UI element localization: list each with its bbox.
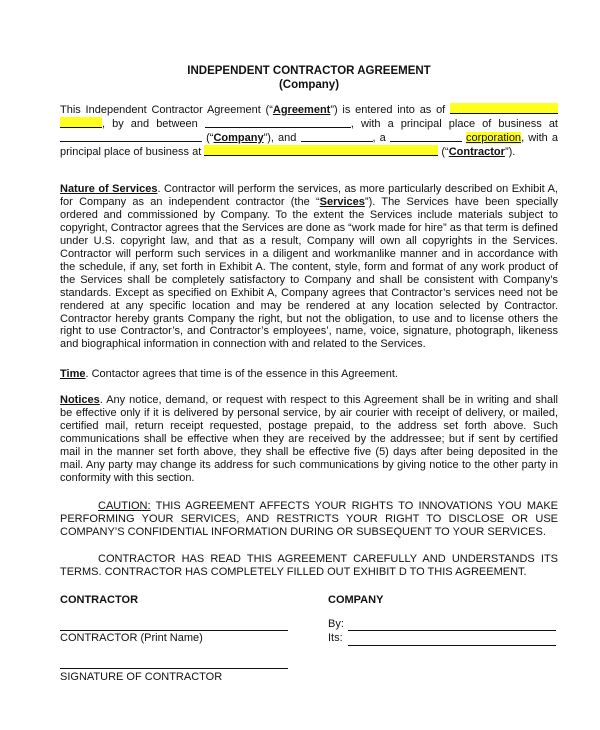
effective-date-field[interactable] xyxy=(450,103,558,114)
company-signature-heading: COMPANY xyxy=(328,594,384,606)
company-name-field[interactable] xyxy=(205,117,351,128)
notices-text: . Any notice, demand, or request with respect to this Agreement shall be in writing and shall be effective only if it is delivered by personal service, by air courier with receipt of delivery, or mailed, certified mail, return receipt requested, postage prepaid, to the address set forth above. Such communications shall be effective when they are received by the addressee; but if sent by certified mail in the manner set forth above, they shall be effective five (5) days after being deposited in the mail. Any party may change its address for such communications by giving notice to the other party in conformity with this section. xyxy=(60,394,558,484)
caution-paragraph xyxy=(60,500,558,539)
acknowledgment-paragraph: CONTRACTOR HAS READ THIS AGREEMENT CAREFULLY AND UNDERSTANDS ITS TERMS. CONTRACTOR HAS COMPLETELY FILLED OUT EXHIBIT D TO THIS AGREEMENT. xyxy=(60,553,558,578)
caution-label: CAUTION: xyxy=(98,500,151,512)
by-label: By: xyxy=(328,618,344,630)
effective-year-field[interactable] xyxy=(60,117,102,128)
intro-text: , with a principal place of business at xyxy=(60,131,558,158)
title-line-1: INDEPENDENT CONTRACTOR AGREEMENT xyxy=(187,65,431,77)
intro-text: This Independent Contractor Agreement (“ xyxy=(60,104,273,116)
time-heading: Time xyxy=(60,368,86,380)
services-text: . Contractor will perform the services, as more particularly described on Exhibit A, for Company as an independent contractor (the “ xyxy=(60,183,558,208)
services-paragraph xyxy=(60,183,558,351)
services-text: ”). The Services have been specially ordered and commissioned by Company. To the extent the Services include materials subject to copyright, Contractor agrees that the Services are done as “work made for hire” as that term is defined under U.S. copyright law, and that as a result, Company will own all copyrights in the Services. Contractor will perform such services in a diligent and workmanlike manner and in accordance with the schedule, if any, set forth in Exhibit A. The content, style, form and format of any work product of the Services shall be completely satisfactory to Company and shall be consistent with Company’s standards. Except as specified on Exhibit A, Company agrees that Contractor’s services need not be rendered at any specific location and may be rendered at any location selected by Contractor. Contractor hereby grants Company the right, but not the obligation, to use and to license others the right to use Contractor’s, and Contractor’s employees’, name, voice, signature, photograph, likeness and biographical information in connection with and related to the Services. xyxy=(60,195,559,351)
time-text: . Contactor agrees that time is of the essence in this Agreement. xyxy=(85,368,398,380)
intro-text: (“ xyxy=(206,131,214,144)
contractor-address-field[interactable] xyxy=(204,145,438,156)
agreement-term: Agreement xyxy=(272,104,331,116)
time-paragraph xyxy=(60,368,558,381)
company-by-line[interactable] xyxy=(348,630,556,631)
intro-text: ”) is entered into as of xyxy=(330,104,446,116)
title-line-2: (Company) xyxy=(278,79,340,91)
contractor-print-name-line[interactable] xyxy=(60,630,288,631)
contractor-signature-line[interactable] xyxy=(60,668,288,669)
notices-heading: Notices xyxy=(60,394,100,406)
contractor-signature-heading: CONTRACTOR xyxy=(60,594,139,606)
intro-text: , a xyxy=(372,131,386,144)
contractor-name-field[interactable] xyxy=(301,131,373,142)
services-term: Services xyxy=(319,195,365,208)
company-term: Company xyxy=(213,131,264,144)
intro-text: , by and between xyxy=(102,117,198,130)
its-label: Its: xyxy=(328,632,343,644)
contractor-term: Contractor xyxy=(448,145,505,158)
intro-text: ”), and xyxy=(263,131,297,144)
contractor-state-field[interactable] xyxy=(390,131,462,142)
contractor-print-name-label: CONTRACTOR (Print Name) xyxy=(60,632,203,644)
document-title xyxy=(0,64,600,92)
intro-text: (“ xyxy=(441,145,449,158)
caution-text: THIS AGREEMENT AFFECTS YOUR RIGHTS TO INNOVATIONS YOU MAKE PERFORMING YOUR SERVICES, AND RESTRICTS YOUR RIGHT TO DISCLOSE OR USE COMPANY’S CONFIDENTIAL INFORMATION DURING OR SUBSEQUENT TO YOUR SERVICES. xyxy=(60,500,558,538)
notices-paragraph xyxy=(60,394,558,485)
intro-text: ”). xyxy=(504,145,516,158)
company-its-line[interactable] xyxy=(348,645,556,646)
company-address-field[interactable] xyxy=(60,131,202,142)
services-heading: Nature of Services xyxy=(60,183,158,195)
entity-type-field[interactable]: corporation xyxy=(466,131,522,144)
intro-paragraph xyxy=(60,103,558,159)
intro-text: , with a principal place of business at xyxy=(350,117,558,130)
contractor-signature-label: SIGNATURE OF CONTRACTOR xyxy=(60,671,223,683)
